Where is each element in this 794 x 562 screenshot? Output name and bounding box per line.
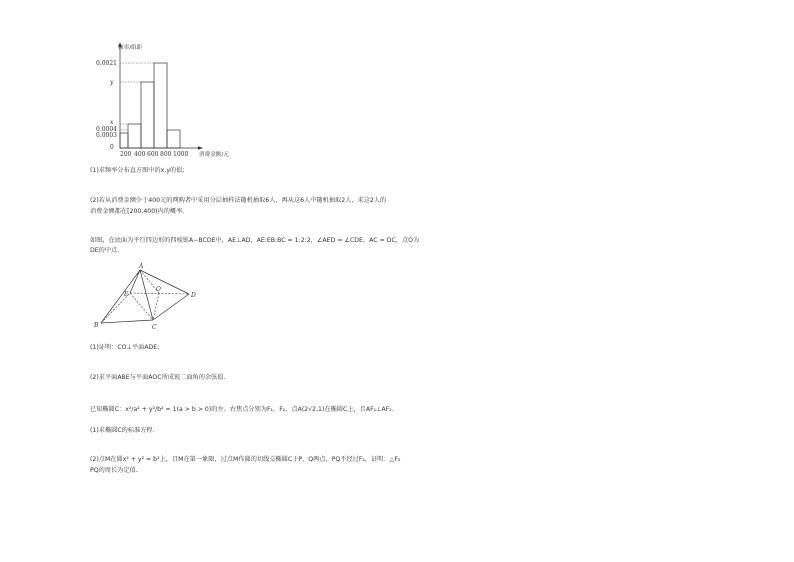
y-tick-label: 0.0021 bbox=[96, 60, 117, 67]
y-tick-label: 0.0003 bbox=[96, 132, 117, 139]
y-tick-label: x bbox=[110, 119, 114, 126]
histogram-bar bbox=[141, 82, 154, 148]
x-tick-label: 600 bbox=[147, 151, 159, 158]
vertex-label-B: B bbox=[94, 322, 99, 329]
x-tick-label: 800 bbox=[160, 151, 172, 158]
histogram-bar bbox=[128, 124, 141, 148]
edge-AB bbox=[101, 270, 140, 323]
problem2-intro-line2: DE的中点. bbox=[90, 247, 120, 254]
problem1-q1: (1)求频率分布直方图中的x,y的值; bbox=[90, 167, 185, 174]
histogram-bar bbox=[154, 63, 167, 148]
y-tick-label: 0 bbox=[110, 144, 114, 151]
x-tick-label: 400 bbox=[134, 151, 146, 158]
problem2-intro-line1: 如图，在底面为平行四边形的四棱锥A−BCDE中，AE⊥AD，AE:EB:BC = 1:2:2，∠AED = ∠CDE，AC = DC，点O为 bbox=[90, 237, 420, 244]
histogram-bar bbox=[167, 130, 180, 148]
frequency-histogram bbox=[95, 38, 245, 160]
x-axis-title: 消费金额/元 bbox=[199, 152, 229, 158]
vertex-label-E: E bbox=[124, 291, 129, 298]
x-tick-label: 1000 bbox=[173, 151, 189, 158]
y-tick-label: y bbox=[110, 79, 114, 86]
vertex-label-D: D bbox=[191, 292, 196, 299]
x-axis-arrow bbox=[198, 146, 203, 149]
histogram-bar bbox=[120, 133, 128, 148]
problem2-q1: (1)证明：CO⊥平面ADE; bbox=[90, 344, 160, 351]
edge-ED-hidden bbox=[130, 293, 189, 294]
x-tick-label: 200 bbox=[120, 151, 132, 158]
vertex-label-O: O bbox=[156, 286, 161, 293]
problem3-intro: 已知椭圆C：x²/a² + y²/b² = 1(a > b > 0)的左、右焦点分别为F₁，F₂，点A(2√2,1)在椭圆C上，且AF₁⊥AF₂. bbox=[90, 406, 394, 413]
pyramid-figure bbox=[90, 262, 210, 334]
vertex-label-A: A bbox=[139, 263, 144, 270]
y-tick-label: 0.0004 bbox=[96, 126, 117, 133]
problem3-q1: (1)求椭圆C的标准方程. bbox=[90, 427, 155, 434]
problem3-q2-line2: PQ的周长为定值. bbox=[90, 467, 138, 474]
problem1-q2-line2: 消费金额都在[200,400)内的概率. bbox=[90, 208, 185, 215]
vertex-label-C: C bbox=[152, 324, 157, 331]
problem3-q2-line1: (2)点M在圆x² + y² = b²上，且M在第一象限，过点M作圆的切线交椭圆C于P，Q两点，PQ不经过F₂，证明：△F₂ bbox=[90, 456, 401, 463]
edge-AD bbox=[140, 270, 189, 294]
edge-BC bbox=[101, 320, 153, 323]
problem2-q2: (2)求平面ABE与平面AOC所成锐二面角的余弦值. bbox=[90, 374, 226, 381]
edge-CD bbox=[153, 294, 189, 320]
y-axis-title: 频率/组距 bbox=[118, 45, 143, 51]
problem1-q2-line1: (2)若从消费金额少于400元的网购者中采用分层抽样法随机抽取6人，再从这6人中随机抽取2人，求这2人的 bbox=[90, 197, 387, 204]
